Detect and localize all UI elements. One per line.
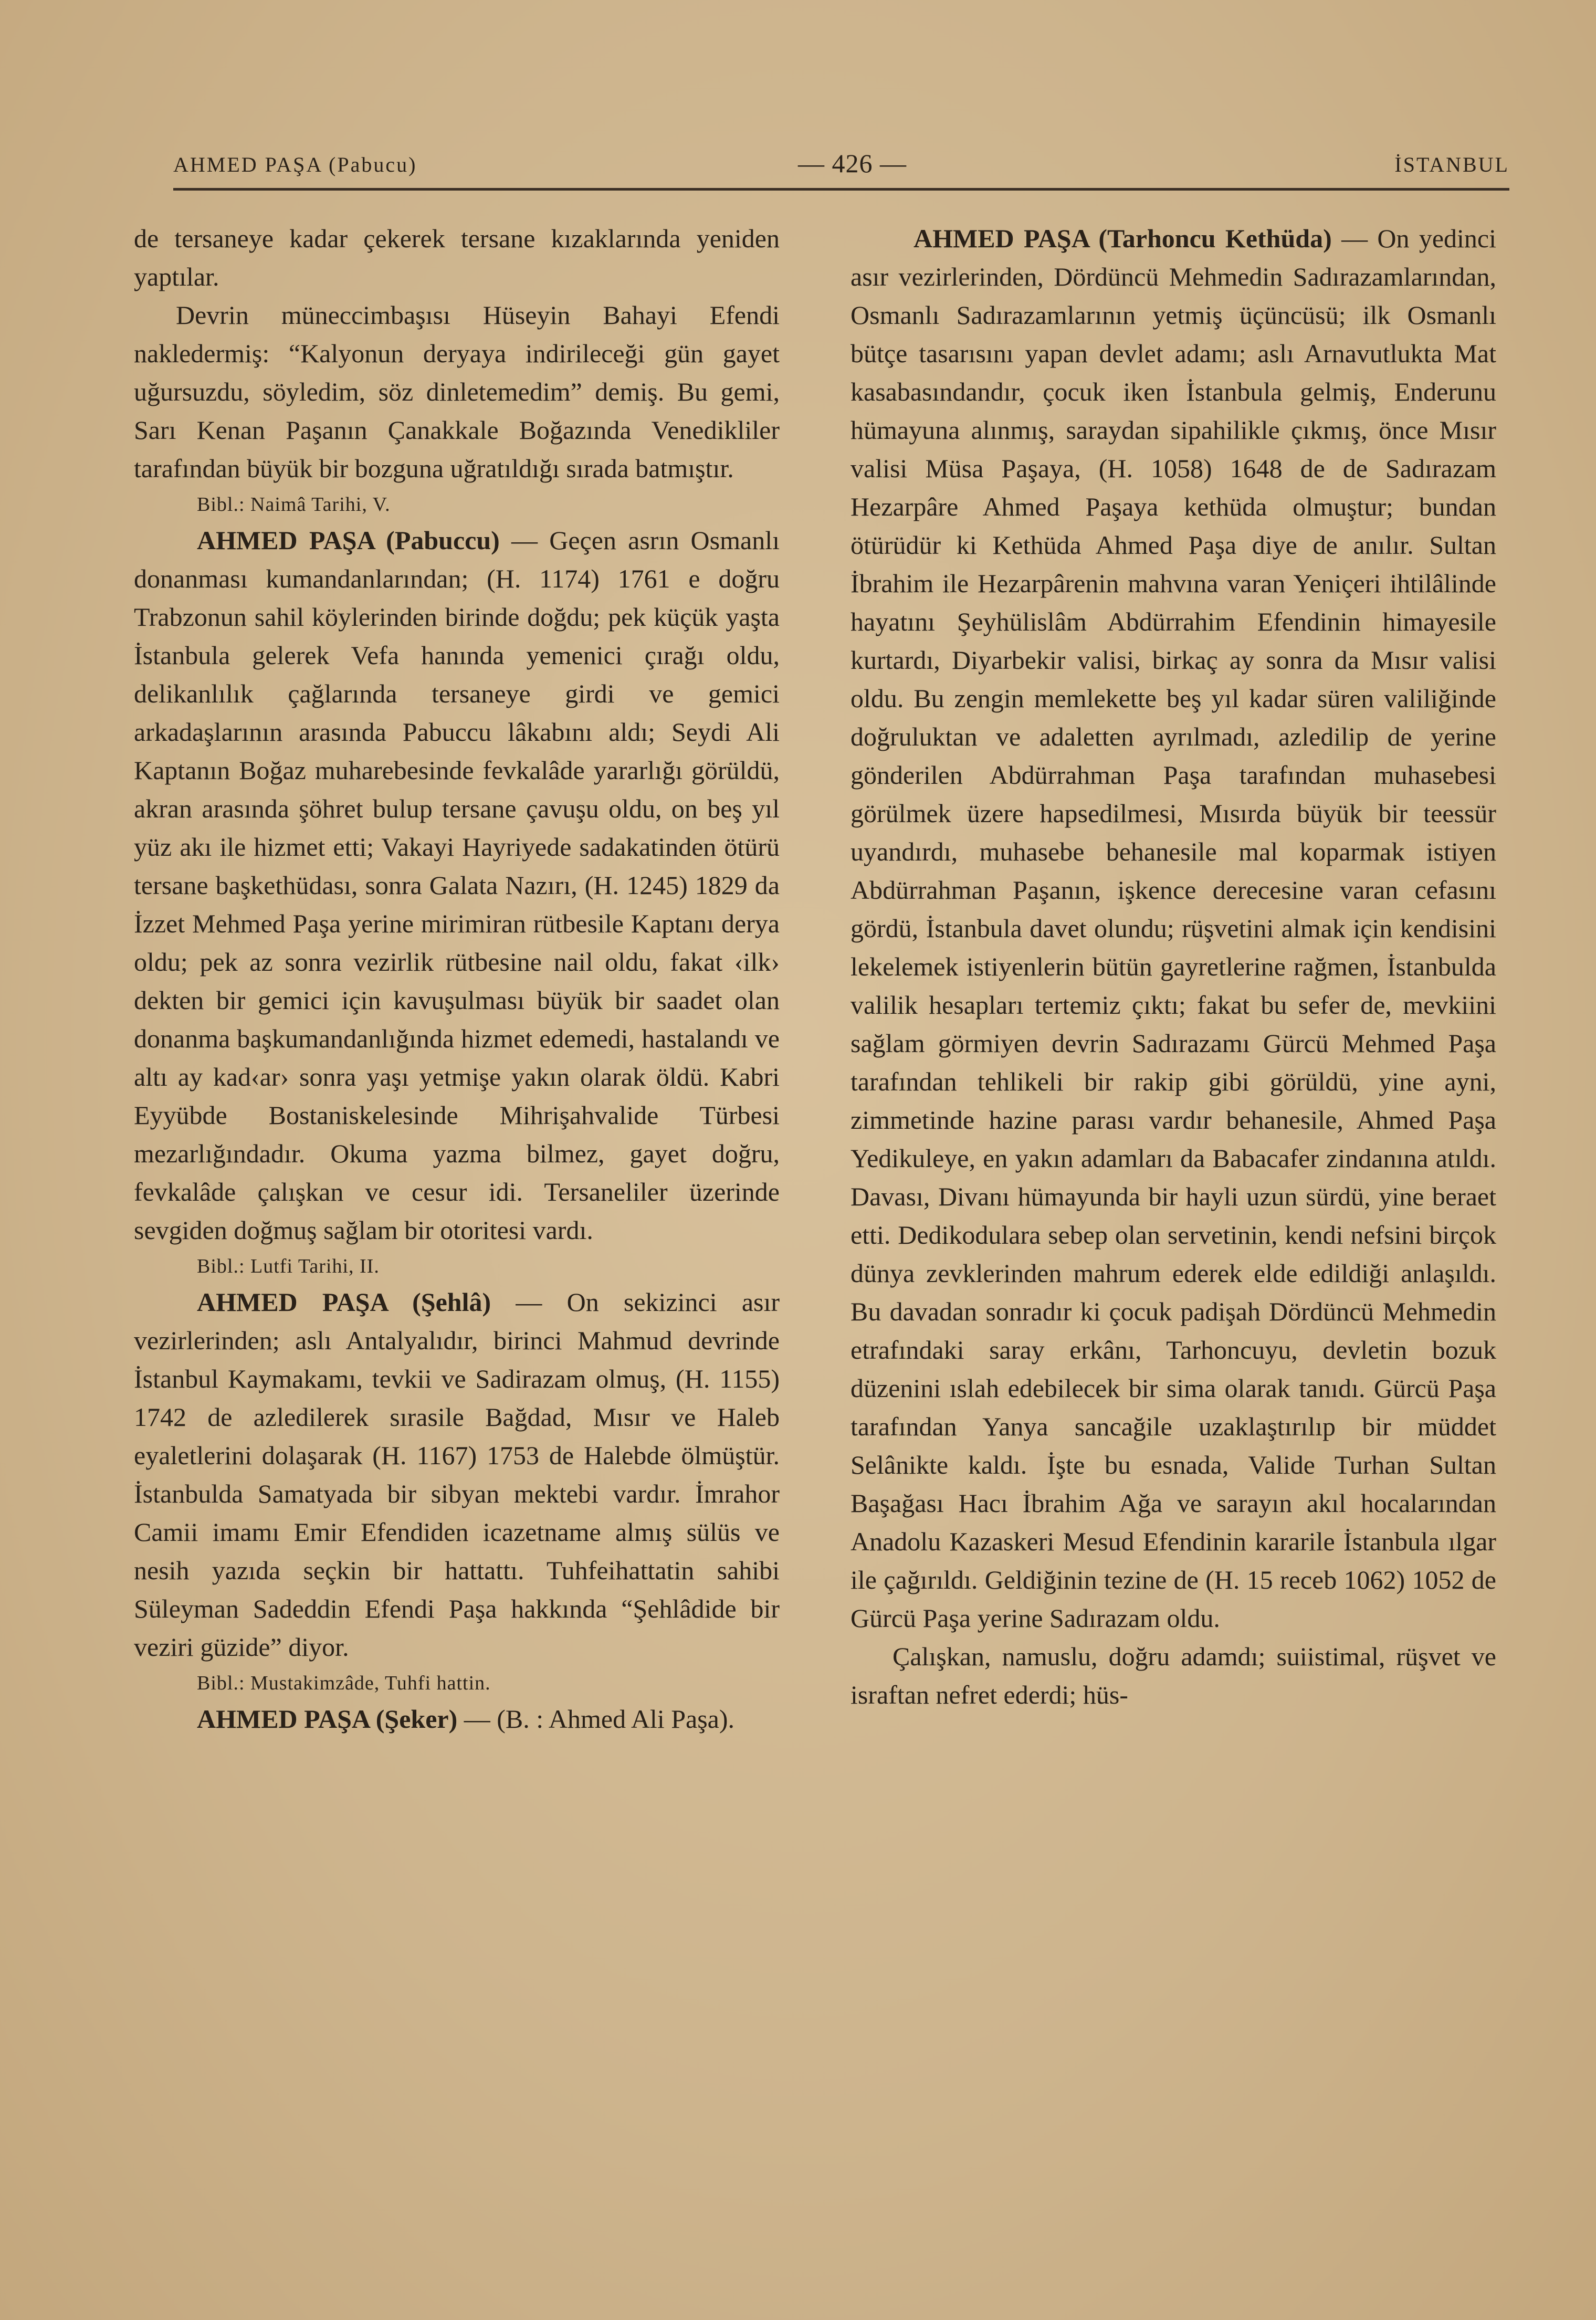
paragraph: Çalışkan, namuslu, doğru adamdı; suiistimal, rüşvet ve israftan nefret ederdi; hüs-	[850, 1642, 1496, 1709]
paragraph: Devrin müneccimbaşısı Hüseyin Bahayi Efendi nakledermiş: “Kalyonun deryaya indirileceği gün gayet uğursuzdu, söyledim, söz dinletemedim” demiş. Bu gemi, Sarı Kenan Paşanın Çanakkale Boğazında Venedikliler tarafından büyük bir bozguna uğratıldığı sırada batmıştır.	[134, 300, 780, 483]
entry-pabuccu	[134, 521, 780, 1250]
entry-body: — (B. : Ahmed Ali Paşa).	[457, 1704, 735, 1734]
entry-seker	[134, 1700, 780, 1738]
running-head-right: İSTANBUL	[1394, 153, 1509, 176]
entry-body: — Geçen asrın Osmanlı donanması kumandanlarından; (H. 1174) 1761 e doğru Trabzonun sahil köylerinden birinde doğdu; pek küçük yaşta İstanbula gelerek Vefa hanında yemenici çırağı oldu, delikanlılık çağlarında tersaneye girdi ve gemici arkadaşlarının arasında Pabuccu lâkabını aldı; Seydi Ali Kaptanın Boğaz muharebesinde fevkalâde yararlığı görüldü, akran arasında şöhret bulup tersane çavuşu oldu, on beş yıl yüz akı ile hizmet etti; Vakayi Hayriyede sadakatinden ötürü tersane başkethüdası, sonra Galata Nazırı, (H. 1245) 1829 da İzzet Mehmed Paşa yerine mirimiran rütbesile Kaptanı derya oldu; pek az sonra vezirlik rütbesine nail oldu, fakat ‹ilk› dekten bir gemici için kavuşulması büyük bir saadet olan donanma başkumandanlığında hizmet edemedi, hastalandı ve altı ay kad‹ar› sonra yaşı yetmişe yakın olarak öldü. Kabri Eyyübde Bostaniskelesinde Mihrişahvalide Türbesi mezarlığındadır. Okuma yazma bilmez, gayet doğru, fevkalâde çalışkan ve cesur idi. Tersaneliler üzerinde sevgiden doğmuş sağlam bir otoritesi vardı.	[134, 526, 780, 1245]
page-number: — 426 —	[798, 149, 907, 178]
entry-headword: AHMED PAŞA (Tarhoncu Kethüda)	[914, 224, 1332, 253]
page-header	[173, 149, 1509, 184]
entry-body: — On sekizinci asır vezirlerinden; aslı Antalyalıdır, birinci Mahmud devrinde İstanbul Kaymakamı, tevkii ve Sadirazam olmuş, (H. 1155) 1742 de azledilerek sırasile Bağdad, Mısır ve Haleb eyaletlerini dolaşarak (H. 1167) 1753 de Halebde ölmüştür. İstanbulda Samatyada bir sibyan mektebi vardır. İmrahor Camii imamı Emir Efendiden icazetname almış sülüs ve nesih yazıda seçkin bir hattattı. Tuhfeihattatin sahibi Süleyman Sadeddin Efendi Paşa hakkında “Şehlâdide bir veziri güzide” diyor.	[134, 1287, 780, 1662]
entry-sehla	[134, 1283, 780, 1666]
right-column	[850, 219, 1496, 1714]
entry-body: — On yedinci asır vezirlerinden, Dördüncü Mehmedin Sadırazamlarından, Osmanlı Sadırazamlarının yetmiş üçüncüsü; ilk Osmanlı bütçe tasarısını yapan devlet adamı; aslı Arnavutlukta Mat kasabasındandır, çocuk iken İstanbula gelmiş, Enderunu hümayuna alınmış, saraydan sipahilikle çıkmış, önce Mısır valisi Müsa Paşaya, (H. 1058) 1648 de de Sadırazam Hezarpâre Ahmed Paşaya kethüda olmuştur; bundan ötürüdür ki Kethüda Ahmed Paşa diye de anılır. Sultan İbrahim ile Hezarpârenin mahvına varan Yeniçeri ihtilâlinde hayatını Şeyhülislâm Abdürrahim Efendinin himayesile kurtardı, Diyarbekir valisi, birkaç ay sonra da Mısır valisi oldu. Bu zengin memlekette beş yıl kadar süren valiliğinde doğruluktan ve adaletten ayrılmadı, azledilip de yerine gönderilen Abdürrahman Paşa tarafından muhasebesi görülmek üzere hapsedilmesi, Mısırda büyük bir teessür uyandırdı, muhasebe behanesile mal koparmak istiyen Abdürrahman Paşanın, işkence derecesine varan cefasını gördü, İstanbula davet olundu; rüşvetini almak için kendisini lekelemek istiyenlerin bütün gayretlerine rağmen, İstanbulda valilik hesapları tertemiz çıktı; fakat bu sefer de, mevkiini sağlam görmiyen devrin Sadırazamı Gürcü Mehmed Paşa tarafından tehlikeli bir rakip gibi görüldü, yine ayni, zimmetinde hazine parası vardır behanesile, Ahmed Paşa Yedikuleye, en yakın adamları da Babacafer zindanına atıldı. Davası, Divanı hümayunda bir hayli uzun sürdü, yine beraet etti. Dedikodulara sebep olan servetinin, kendi nefsini birçok dünya zevklerinden mahrum ederek elde edildiği anlaşıldı. Bu davadan sonradır ki çocuk padişah Dördüncü Mehmedin etrafındaki saray erkânı, Tarhoncuyu, devletin bozuk düzenini ıslah edebilecek bir sima olarak tanıdı. Gürcü Paşa tarafından Yanya sancağile uzaklaştırılıp bir müddet Selânikte kaldı. İşte bu esnada, Valide Turhan Sultan Başağası Hacı İbrahim Ağa ve sarayın akıl hocalarından Anadolu Kazaskeri Mesud Efendinin kararile İstanbula ılgar ile çağırıldı. Geldiğinin tezine de (H. 15 receb 1062) 1052 de Gürcü Paşa yerine Sadırazam oldu.	[850, 224, 1496, 1633]
entry-headword: AHMED PAŞA (Pabuccu)	[197, 526, 500, 555]
paragraph-continuation: de tersaneye kadar çekerek tersane kızaklarında yeniden yaptılar.	[134, 224, 780, 291]
entry-headword: AHMED PAŞA (Şehlâ)	[197, 1287, 491, 1317]
left-column	[134, 219, 780, 1738]
bibliography: Bibl.: Naimâ Tarihi, V.	[197, 494, 391, 516]
header-rule	[173, 188, 1509, 191]
bibliography: Bibl.: Mustakimzâde, Tuhfi hattin.	[197, 1672, 491, 1694]
entry-tarhoncu	[850, 219, 1496, 1637]
entry-headword: AHMED PAŞA (Şeker)	[197, 1704, 458, 1734]
running-head-left: AHMED PAŞA (Pabucu)	[173, 153, 417, 176]
bibliography: Bibl.: Lutfi Tarihi, II.	[197, 1255, 380, 1277]
